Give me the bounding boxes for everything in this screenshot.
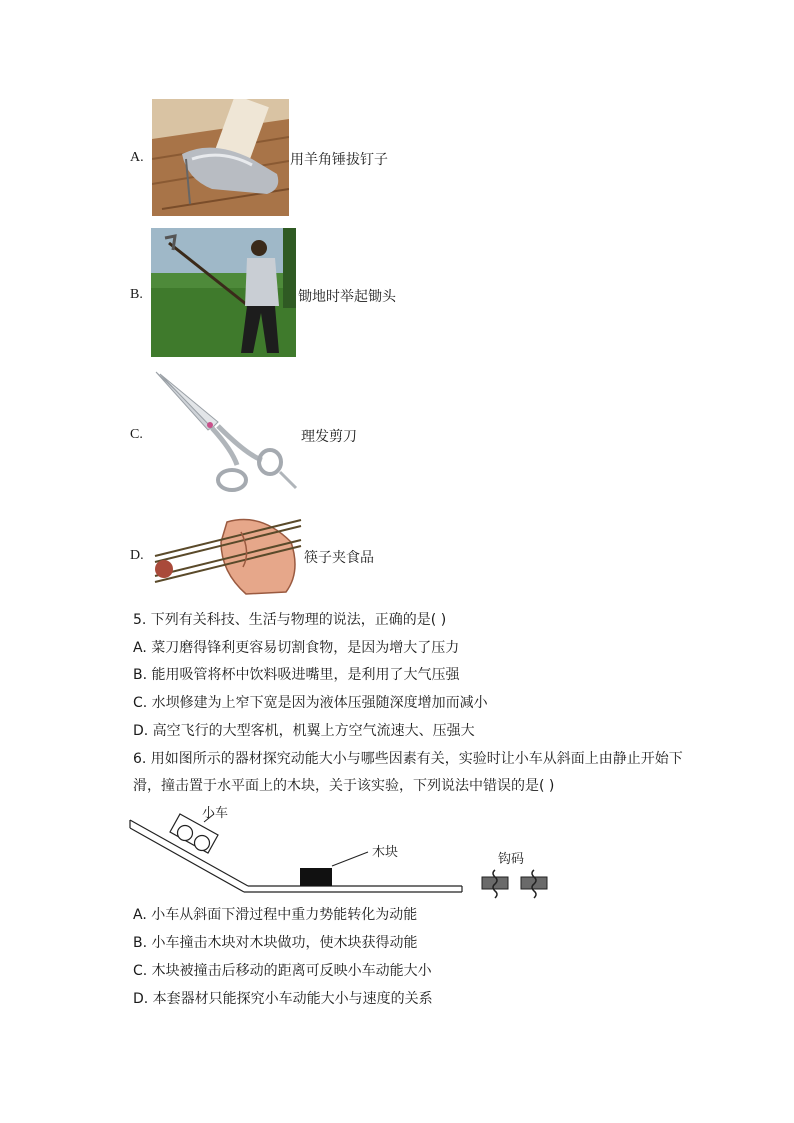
q6-option-c: C. 木块被撞击后移动的距离可反映小车动能大小	[133, 963, 432, 979]
option-b-letter: B.	[130, 287, 143, 302]
chopsticks-image	[151, 512, 302, 598]
q5-stem: 5. 下列有关科技、生活与物理的说法，正确的是( )	[133, 612, 447, 628]
option-a-text: 用羊角锤拔钉子	[290, 152, 388, 168]
scissors-image	[152, 370, 298, 496]
q6-option-d: D. 本套器材只能探究小车动能大小与速度的关系	[133, 991, 433, 1007]
wood-block	[300, 868, 332, 886]
block-label: 木块	[372, 845, 399, 860]
option-c-text: 理发剪刀	[301, 429, 357, 445]
q5-option-c: C. 水坝修建为上窄下宽是因为液体压强随深度增加而减小	[133, 695, 488, 711]
option-c-letter: C.	[130, 427, 143, 442]
weight-2-icon	[521, 870, 547, 898]
option-d-text: 筷子夹食品	[304, 550, 374, 566]
hammer-image	[152, 99, 289, 216]
q5-option-d: D. 高空飞行的大型客机，机翼上方空气流速大、压强大	[133, 723, 475, 739]
weight-1-icon	[482, 870, 508, 898]
q6-stem-line1: 6. 用如图所示的器材探究动能大小与哪些因素有关，实验时让小车从斜面上由静止开始下	[133, 751, 683, 767]
weight-label: 钩码	[498, 852, 525, 867]
q6-option-a: A. 小车从斜面下滑过程中重力势能转化为动能	[133, 907, 418, 923]
option-d-letter: D.	[130, 548, 144, 563]
hoe-image	[151, 228, 296, 357]
q6-figure	[128, 800, 558, 900]
cart-label: 小车	[202, 806, 229, 821]
option-a-letter: A.	[130, 150, 144, 165]
q6-stem-line2: 滑，撞击置于水平面上的木块，关于该实验，下列说法中错误的是( )	[133, 778, 555, 794]
q6-option-b: B. 小车撞击木块对木块做功，使木块获得动能	[133, 935, 418, 951]
q5-option-a: A. 菜刀磨得锋利更容易切割食物，是因为增大了压力	[133, 640, 460, 656]
option-b-text: 锄地时举起锄头	[298, 289, 396, 305]
q5-option-b: B. 能用吸管将杯中饮料吸进嘴里，是利用了大气压强	[133, 667, 460, 683]
